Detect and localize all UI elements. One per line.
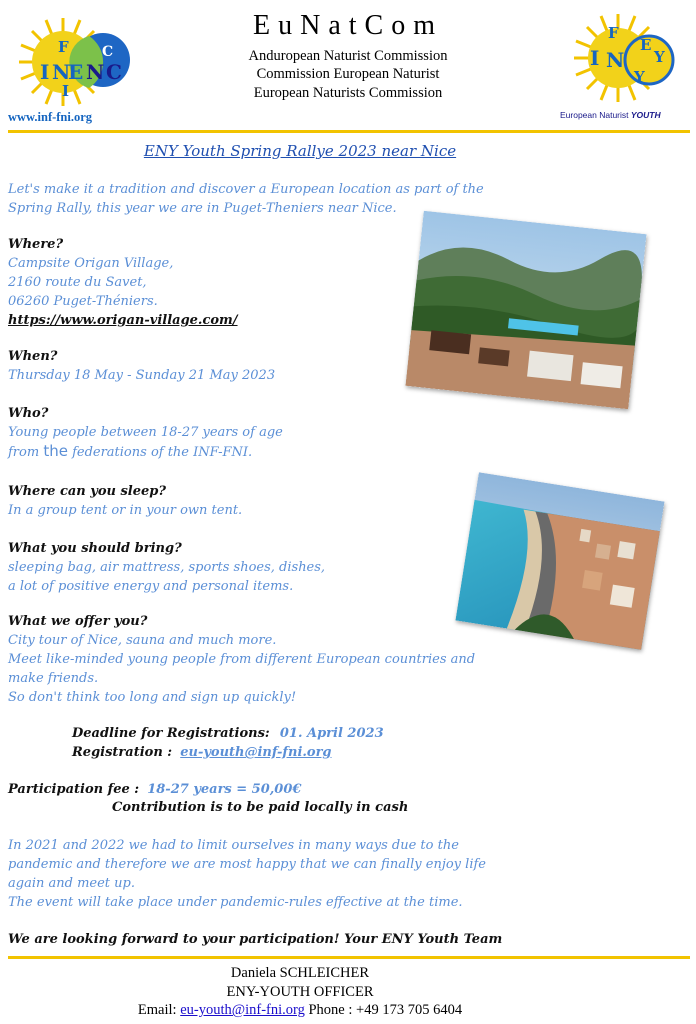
logo-letter: N bbox=[52, 60, 71, 84]
fee-row bbox=[8, 780, 301, 799]
campsite-website-link[interactable]: https://www.origan-village.com/ bbox=[8, 313, 238, 328]
who-text-emphasis: the bbox=[43, 442, 68, 460]
closing-line: The event will take place under pandemic-rules effective at the time. bbox=[8, 895, 463, 910]
signoff: We are looking forward to your participation! Your ENY Youth Team bbox=[8, 932, 503, 947]
intro-line: Spring Rally, this year we are in Puget-Theniers near Nice. bbox=[8, 201, 397, 216]
footer-name: Daniela SCHLEICHER bbox=[230, 965, 370, 981]
fee-colon: : bbox=[129, 782, 140, 797]
logo-letter: C bbox=[102, 44, 114, 60]
logo-letter: E bbox=[68, 60, 84, 84]
registration-email-link[interactable]: eu-youth@inf-fni.org bbox=[180, 745, 332, 760]
fee-note: Contribution is to be paid locally in cash bbox=[112, 800, 409, 815]
logo-letter: C bbox=[106, 60, 122, 84]
when-label: When? bbox=[8, 349, 58, 364]
deadline-row bbox=[72, 724, 384, 743]
logo-letter: Y bbox=[634, 68, 645, 86]
who-text: federations of the INF-FNI. bbox=[67, 445, 253, 460]
who-line bbox=[8, 442, 252, 462]
bring-label: What you should bring? bbox=[8, 541, 182, 556]
logo-caption-bold: YOUTH bbox=[630, 110, 661, 120]
nice-beach-image bbox=[455, 472, 664, 650]
address-line: 2160 route du Savet, bbox=[8, 275, 147, 290]
footer-email-label: Email: bbox=[137, 1002, 181, 1018]
footer-phone: Phone : +49 173 705 6404 bbox=[304, 1002, 463, 1018]
logo-letter: N bbox=[86, 60, 105, 84]
logo-letter: E bbox=[640, 36, 652, 54]
campsite-photo bbox=[405, 211, 646, 409]
fee-label: Participation fee bbox=[8, 782, 130, 797]
who-label: Who? bbox=[8, 406, 49, 421]
offer-line: make friends. bbox=[8, 671, 99, 686]
who-line: Young people between 18-27 years of age bbox=[8, 425, 283, 440]
registration-row bbox=[72, 743, 332, 762]
logo-letter: Y bbox=[654, 48, 665, 66]
intro-line: Let's make it a tradition and discover a European location as part of the bbox=[8, 182, 484, 197]
registration-label: Registration : bbox=[72, 745, 173, 760]
logo-caption bbox=[560, 110, 661, 120]
logo-letter: I bbox=[40, 60, 50, 84]
closing-line: In 2021 and 2022 we had to limit ourselves in many ways due to the bbox=[8, 838, 459, 853]
fee-value: 18-27 years = 50,00€ bbox=[147, 782, 302, 797]
closing-line: again and meet up. bbox=[8, 876, 135, 891]
logo-letter: I bbox=[62, 82, 70, 100]
logo-letter: F bbox=[58, 38, 69, 56]
closing-line: pandemic and therefore we are most happy that we can finally enjoy life bbox=[8, 857, 486, 872]
offer-line: Meet like-minded young people from different European countries and bbox=[8, 652, 476, 667]
header-subtitle-line: Anduropean Naturist Commission bbox=[248, 48, 448, 64]
bring-line: sleeping bag, air mattress, sports shoes, dishes, bbox=[8, 560, 326, 575]
footer-role: ENY-YOUTH OFFICER bbox=[226, 984, 374, 1000]
footer-contact bbox=[0, 1002, 600, 1019]
footer-divider bbox=[8, 956, 690, 959]
offer-label: What we offer you? bbox=[8, 614, 148, 629]
nice-coast-photo bbox=[455, 472, 664, 650]
bring-line: a lot of positive energy and personal items. bbox=[8, 579, 294, 594]
event-heading: ENY Youth Spring Rallye 2023 near Nice bbox=[143, 142, 457, 160]
footer-email-link[interactable]: eu-youth@inf-fni.org bbox=[180, 1002, 305, 1018]
header-divider bbox=[8, 130, 690, 133]
address-line: 06260 Puget-Théniers. bbox=[8, 294, 158, 309]
who-text: from bbox=[8, 445, 44, 460]
deadline-value: 01. April 2023 bbox=[279, 726, 384, 741]
logo-letter: N bbox=[606, 48, 625, 72]
logo-letter: I bbox=[590, 46, 600, 70]
address-line: Campsite Origan Village, bbox=[8, 256, 174, 271]
deadline-label: Deadline for Registrations: bbox=[72, 726, 270, 741]
header-subtitle-line: Commission European Naturist bbox=[256, 66, 440, 82]
sleep-label: Where can you sleep? bbox=[8, 484, 166, 499]
logo-caption-text: European Naturist bbox=[560, 110, 631, 120]
eny-youth-logo bbox=[556, 10, 686, 125]
campsite-pool-image bbox=[405, 211, 646, 409]
offer-line: So don't think too long and sign up quickly! bbox=[8, 690, 297, 705]
logo-url: www.inf-fni.org bbox=[8, 110, 93, 124]
sleep-value: In a group tent or in your own tent. bbox=[8, 503, 243, 518]
page-title: EuNatCom bbox=[253, 10, 443, 41]
when-value: Thursday 18 May - Sunday 21 May 2023 bbox=[8, 368, 276, 383]
header-subtitle-line: European Naturists Commission bbox=[253, 85, 443, 101]
where-label: Where? bbox=[8, 237, 64, 252]
offer-line: City tour of Nice, sauna and much more. bbox=[8, 633, 277, 648]
logo-letter: F bbox=[608, 24, 619, 42]
